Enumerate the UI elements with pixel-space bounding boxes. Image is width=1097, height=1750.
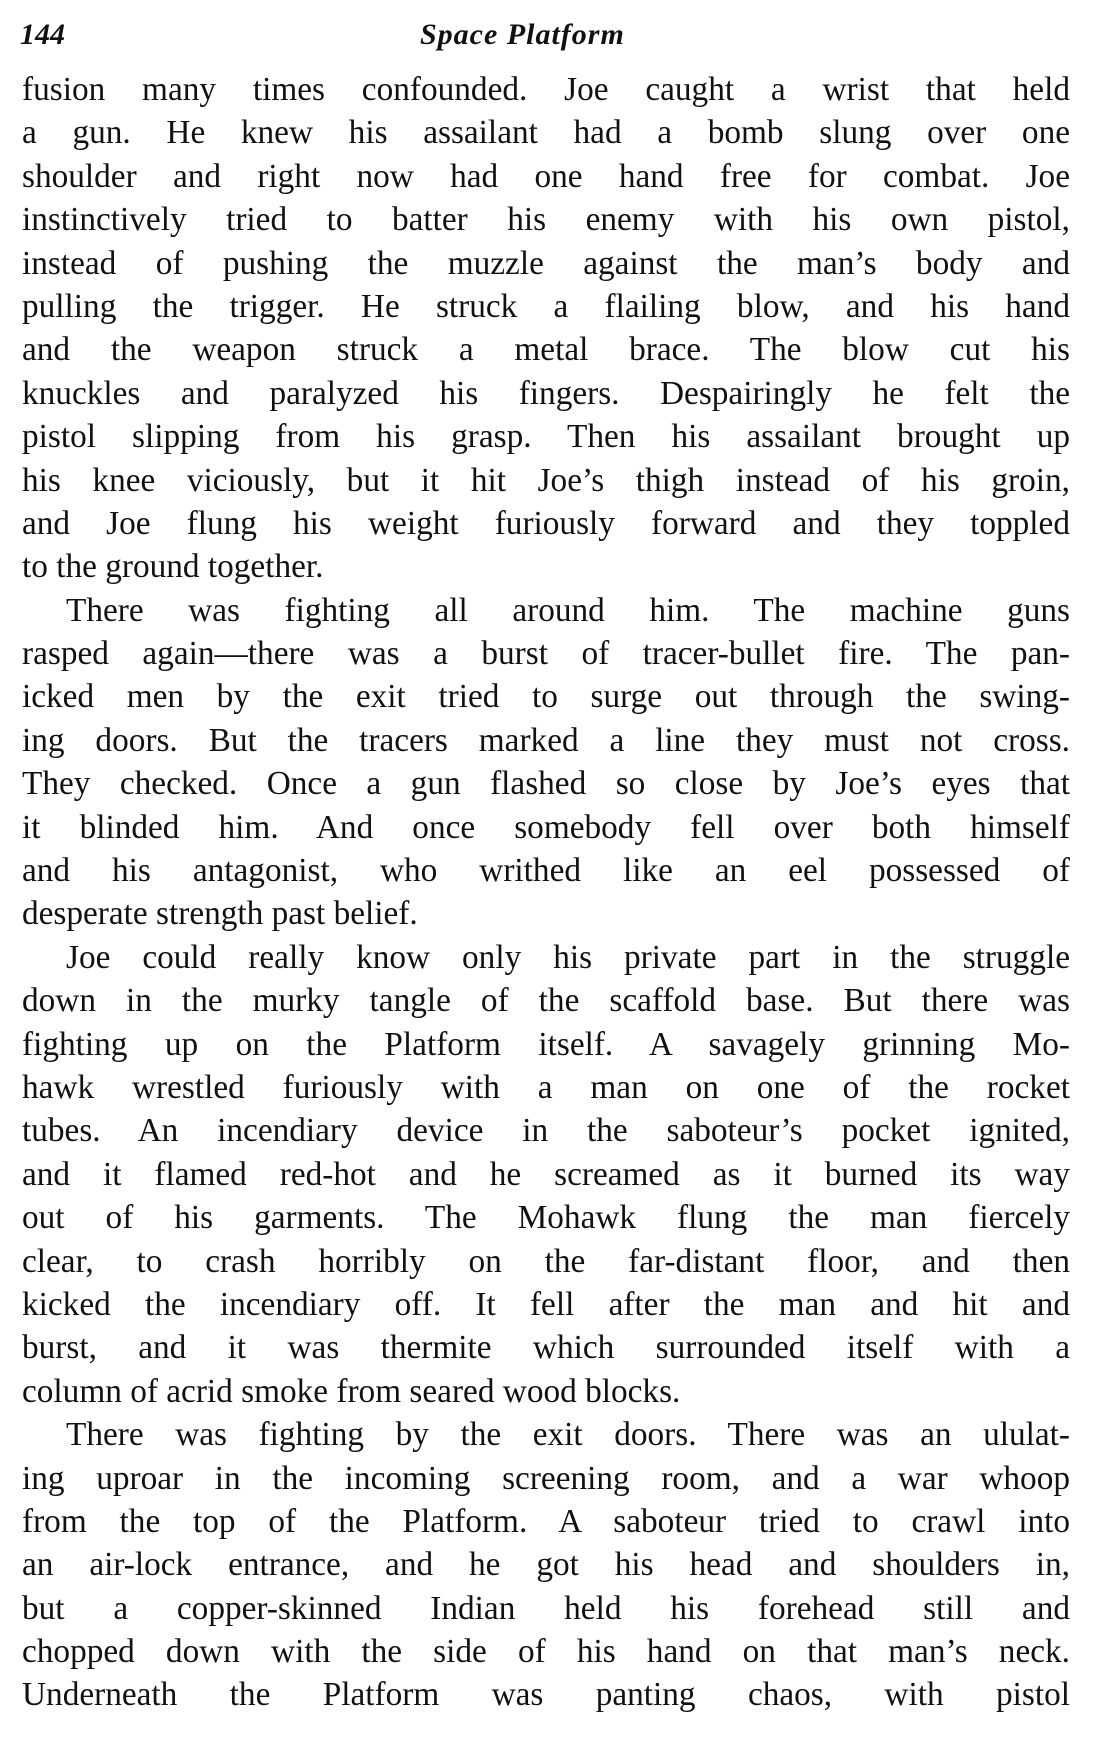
text-line: out of his garments. The Mohawk flung the man fiercely xyxy=(22,1199,1070,1237)
paragraph xyxy=(22,68,1070,589)
text-line: pulling the trigger. He struck a flailing blow, and his hand xyxy=(22,287,1070,325)
text-line: fusion many times confounded. Joe caught a wrist that held xyxy=(22,71,1070,108)
text-line: and it flamed red-hot and he screamed as it burned its way xyxy=(22,1155,1070,1193)
text-line: chopped down with the side of his hand on that man’s neck. xyxy=(22,1633,1070,1671)
page-number: 144 xyxy=(20,18,65,51)
running-header xyxy=(20,10,1070,60)
text-line: from the top of the Platform. A saboteur tried to crawl into xyxy=(22,1502,1070,1540)
text-line: knuckles and paralyzed his fingers. Despairingly he felt the xyxy=(22,374,1070,412)
text-line: shoulder and right now had one hand free for combat. Joe xyxy=(22,157,1070,195)
text-line: desperate strength past belief. xyxy=(22,895,418,933)
text-line: kicked the incendiary off. It fell after the man and hit and xyxy=(22,1285,1070,1323)
text-line: an air-lock entrance, and he got his head and shoulders in, xyxy=(22,1546,1070,1584)
paragraph xyxy=(22,1413,1070,1717)
text-line: ing doors. But the tracers marked a line they must not cross. xyxy=(22,721,1070,759)
text-line: it blinded him. And once somebody fell over both himself xyxy=(22,808,1070,846)
text-line: down in the murky tangle of the scaffold base. But there was xyxy=(22,982,1070,1020)
text-line: to the ground together. xyxy=(22,548,324,586)
text-line: There was fighting by the exit doors. There was an ululat- xyxy=(66,1416,1070,1454)
text-line: instead of pushing the muzzle against the man’s body and xyxy=(22,244,1070,282)
text-line: They checked. Once a gun flashed so close by Joe’s eyes that xyxy=(22,765,1070,803)
text-line: column of acrid smoke from seared wood blocks. xyxy=(22,1372,681,1410)
paragraph xyxy=(22,589,1070,936)
text-line: tubes. An incendiary device in the saboteur’s pocket ignited, xyxy=(22,1112,1070,1150)
text-line: his knee viciously, but it hit Joe’s thigh instead of his groin, xyxy=(22,461,1070,499)
text-line: icked men by the exit tried to surge out through the swing- xyxy=(22,678,1070,716)
paragraph xyxy=(22,936,1070,1413)
text-line: ing uproar in the incoming screening room, and a war whoop xyxy=(22,1459,1070,1497)
text-line: and the weapon struck a metal brace. The blow cut his xyxy=(22,331,1070,369)
running-title: Space Platform xyxy=(420,18,625,51)
text-line: Underneath the Platform was panting chaos, with pistol xyxy=(22,1676,1070,1714)
text-line: Joe could really know only his private part in the struggle xyxy=(66,938,1070,976)
text-line: rasped again—there was a burst of tracer-bullet fire. The pan- xyxy=(22,635,1070,673)
text-line: but a copper-skinned Indian held his forehead still and xyxy=(22,1589,1070,1627)
text-line: pistol slipping from his grasp. Then his assailant brought up xyxy=(22,418,1070,456)
text-line: burst, and it was thermite which surrounded itself with a xyxy=(22,1329,1070,1367)
text-line: hawk wrestled furiously with a man on one of the rocket xyxy=(22,1068,1070,1106)
text-line: a gun. He knew his assailant had a bomb slung over one xyxy=(22,114,1070,152)
text-line: fighting up on the Platform itself. A savagely grinning Mo- xyxy=(22,1025,1070,1063)
text-line: There was fighting all around him. The machine guns xyxy=(66,591,1070,629)
body-text xyxy=(22,68,1070,1717)
text-line: instinctively tried to batter his enemy with his own pistol, xyxy=(22,201,1070,239)
text-line: and Joe flung his weight furiously forward and they toppled xyxy=(22,504,1070,542)
text-line: and his antagonist, who writhed like an eel possessed of xyxy=(22,852,1070,890)
text-line: clear, to crash horribly on the far-distant floor, and then xyxy=(22,1242,1070,1280)
